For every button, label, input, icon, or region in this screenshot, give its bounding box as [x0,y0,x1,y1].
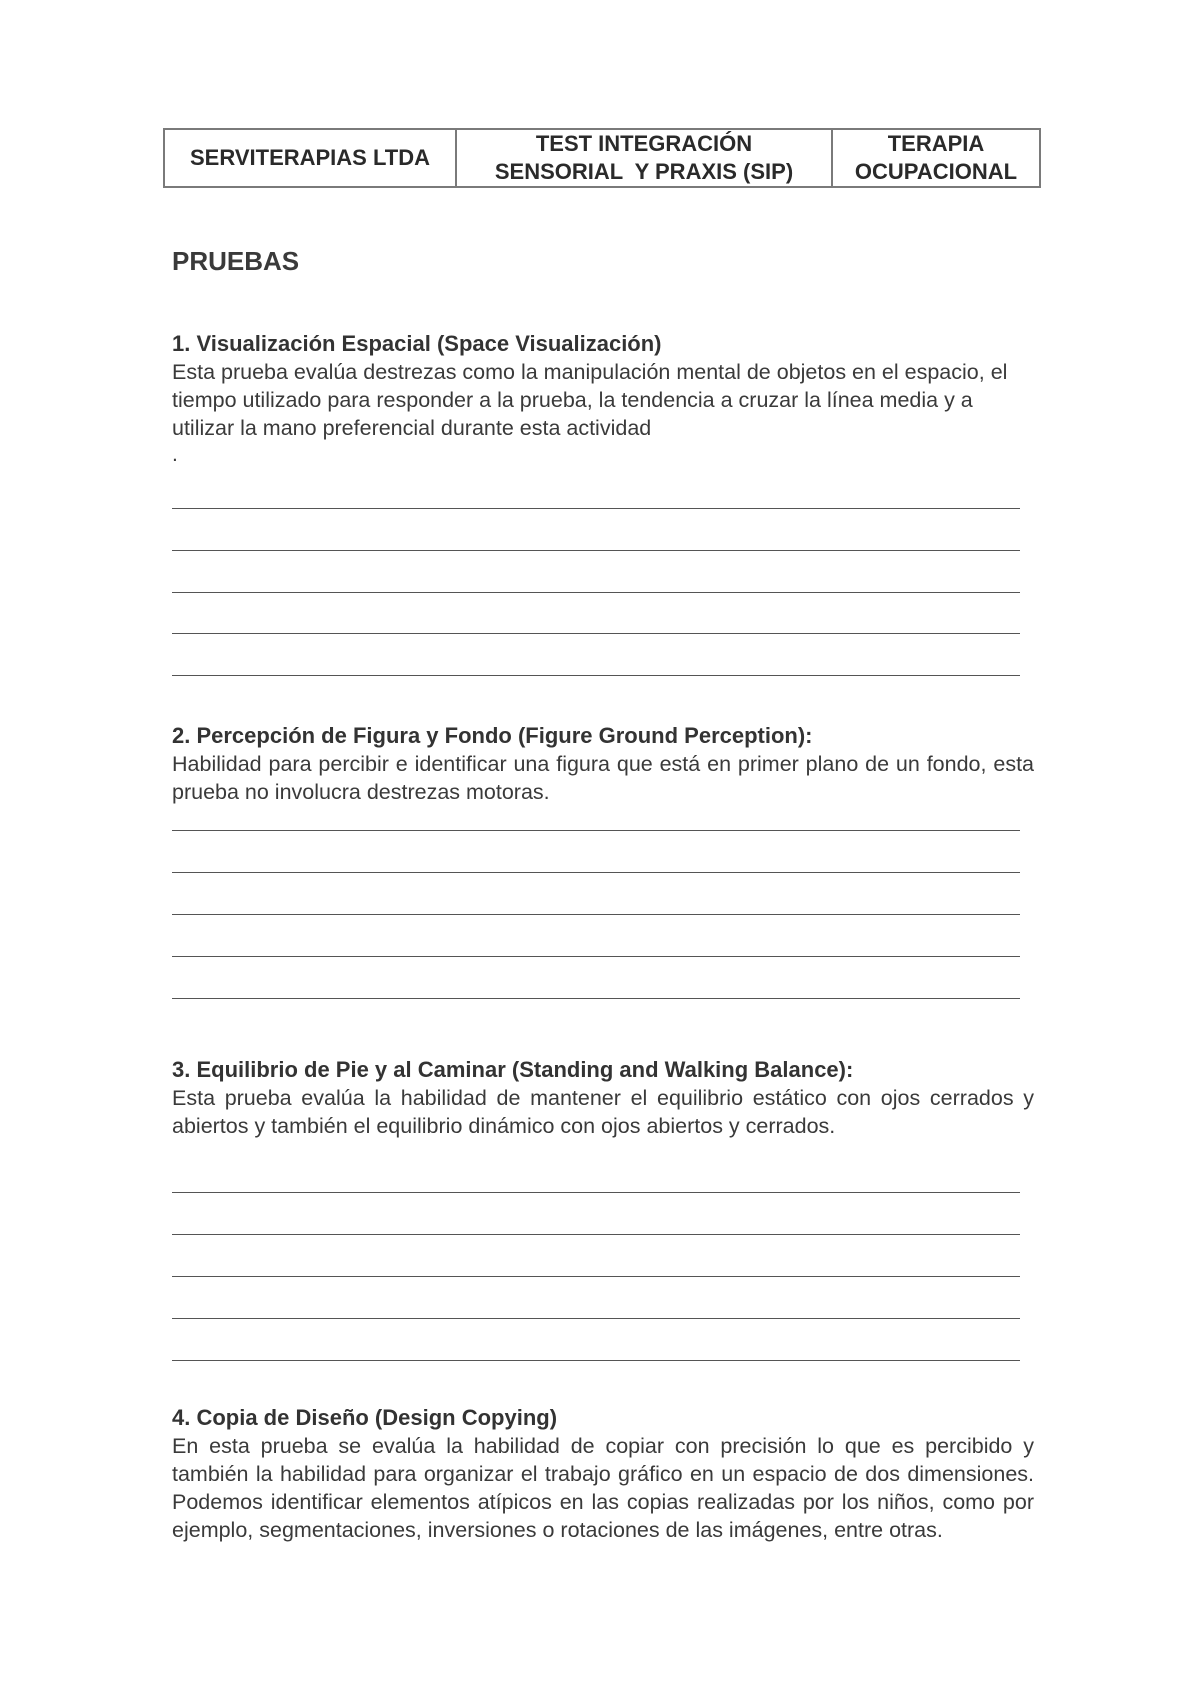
answer-line[interactable] [172,1192,1020,1193]
answer-line[interactable] [172,872,1020,873]
answer-line[interactable] [172,675,1020,676]
company-name: SERVITERAPIAS LTDA [190,145,430,170]
answer-line[interactable] [172,592,1020,593]
section-3-description: Esta prueba evalúa la habilidad de mantener el equilibrio estático con ojos cerrados y abiertos y también el equilibrio dinámico con ojos abiertos y cerrados. [172,1086,1034,1138]
section-4-title: 4. Copia de Diseño (Design Copying) [172,1405,558,1430]
answer-line[interactable] [172,914,1020,915]
answer-line[interactable] [172,508,1020,509]
section-3 [172,1056,1034,1140]
answer-line[interactable] [172,1276,1020,1277]
answer-line[interactable] [172,1318,1020,1319]
section-2-description: Habilidad para percibir e identificar una figura que está en primer plano de un fondo, esta prueba no involucra destrezas motoras. [172,752,1034,804]
department-line-1: TERAPIA [887,131,985,156]
section-1 [172,330,1034,468]
answer-line[interactable] [172,633,1020,634]
answer-line[interactable] [172,830,1020,831]
section-1-title: 1. Visualización Espacial (Space Visualización) [172,331,662,356]
company-cell [165,130,457,186]
section-4 [172,1404,1034,1544]
section-1-trailing-dot: . [172,443,178,466]
section-3-title: 3. Equilibrio de Pie y al Caminar (Standing and Walking Balance): [172,1057,854,1082]
section-2 [172,722,1034,806]
section-4-description: En esta prueba se evalúa la habilidad de copiar con precisión lo que es percibido y también la habilidad para organizar el trabajo gráfico en un espacio de dos dimensiones. Podemos identificar elementos atípicos en las copias realizadas por los niños, como por ejemplo, segmentaciones, inversiones o rotaciones de las imágenes, entre otras. [172,1434,1034,1542]
section-1-description: Esta prueba evalúa destrezas como la manipulación mental de objetos en el espacio, el tiempo utilizado para responder a la prueba, la tendencia a cruzar la línea media y a utilizar la mano preferencial durante esta actividad [172,360,1008,440]
answer-line[interactable] [172,956,1020,957]
answer-line[interactable] [172,550,1020,551]
test-name-cell [457,130,833,186]
page-heading: PRUEBAS [172,246,300,276]
answer-line[interactable] [172,1234,1020,1235]
department-line-2: OCUPACIONAL [854,159,1018,184]
section-2-title: 2. Percepción de Figura y Fondo (Figure Ground Perception): [172,723,813,748]
answer-line[interactable] [172,998,1020,999]
header-table [163,128,1041,188]
test-name-line-2: SENSORIAL Y PRAXIS (SIP) [494,159,794,184]
department-cell [833,130,1039,186]
answer-line[interactable] [172,1360,1020,1361]
test-name-line-1: TEST INTEGRACIÓN [535,131,753,156]
